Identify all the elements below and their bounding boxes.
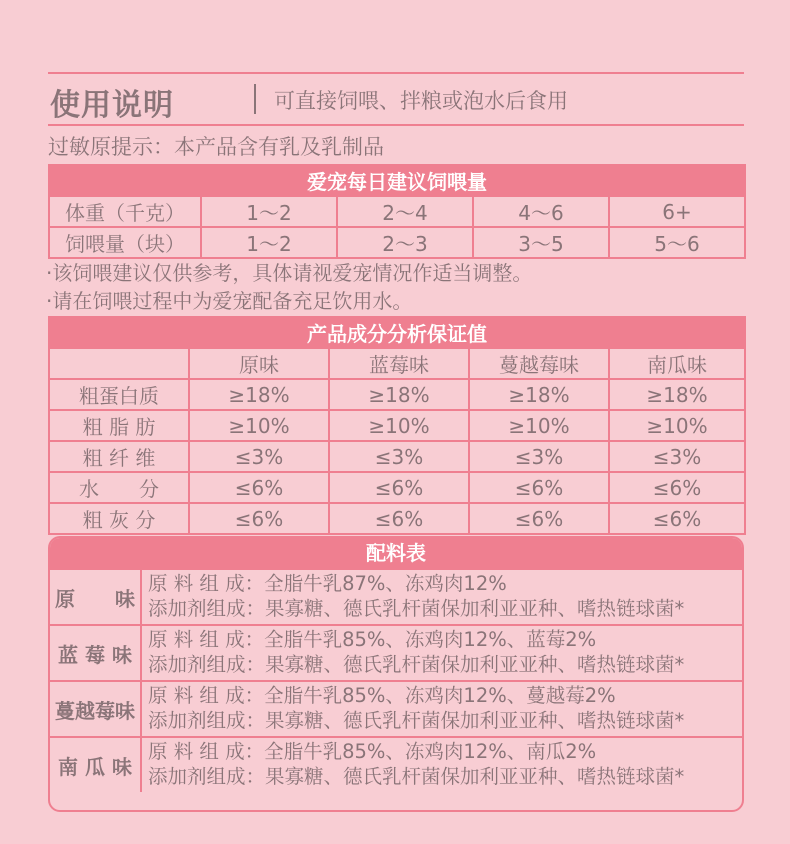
flavor-name: 蓝 莓 味 xyxy=(50,626,142,680)
flavor-name: 蔓越莓味 xyxy=(50,682,142,736)
table-cell: ≥18% xyxy=(469,379,609,410)
table-cell: ≤6% xyxy=(189,503,329,534)
table-row xyxy=(49,196,745,227)
feeding-note-2: ·请在饲喂过程中为爱宠配备充足饮用水。 xyxy=(46,289,413,313)
allergen-notice: 过敏原提示：本产品含有乳及乳制品 xyxy=(48,135,384,159)
table-cell: 4～6 xyxy=(473,196,609,227)
ingredient-row-cranberry xyxy=(50,680,742,736)
table-cell: ≥10% xyxy=(469,410,609,441)
usage-divider xyxy=(48,124,744,126)
table-cell: ≤6% xyxy=(329,472,469,503)
analysis-table-title: 产品成分分析保证值 xyxy=(49,317,745,348)
table-cell: ≤6% xyxy=(609,472,745,503)
column-header: 南瓜味 xyxy=(609,348,745,379)
table-header-row xyxy=(49,348,745,379)
table-cell: 5～6 xyxy=(609,227,745,258)
feeding-table-title: 爱宠每日建议饲喂量 xyxy=(49,165,745,196)
table-cell: 1～2 xyxy=(201,227,337,258)
ingredients-title: 配料表 xyxy=(50,538,742,568)
usage-subtitle: 可直接饲喂、拌粮或泡水后食用 xyxy=(274,89,568,113)
title-separator xyxy=(254,84,256,114)
amount-label: 饲喂量（块） xyxy=(49,227,201,258)
row-label: 粗 脂 肪 xyxy=(49,410,189,441)
top-divider xyxy=(48,72,744,74)
raw-materials: 原 料 组 成：全脂牛乳85%、冻鸡肉12%、蔓越莓2% xyxy=(148,684,616,707)
table-cell: ≤3% xyxy=(469,441,609,472)
table-cell: ≥10% xyxy=(189,410,329,441)
table-cell: 2～3 xyxy=(337,227,473,258)
table-row xyxy=(49,227,745,258)
table-row xyxy=(49,472,745,503)
additives: 添加剂组成：果寡糖、德氏乳杆菌保加利亚亚种、嗜热链球菌* xyxy=(148,765,685,788)
row-label: 水 分 xyxy=(49,472,189,503)
table-cell: ≤6% xyxy=(609,503,745,534)
table-row xyxy=(49,503,745,534)
table-cell: 3～5 xyxy=(473,227,609,258)
raw-materials: 原 料 组 成：全脂牛乳85%、冻鸡肉12%、蓝莓2% xyxy=(148,628,597,651)
table-cell: 6+ xyxy=(609,196,745,227)
feeding-note-1: ·该饲喂建议仅供参考，具体请视爱宠情况作适当调整。 xyxy=(46,261,533,285)
analysis-table xyxy=(48,316,746,535)
table-cell: ≥18% xyxy=(329,379,469,410)
table-cell: ≤6% xyxy=(469,472,609,503)
table-row xyxy=(49,410,745,441)
table-cell: 2～4 xyxy=(337,196,473,227)
flavor-name: 原 味 xyxy=(50,570,142,624)
row-label: 粗 灰 分 xyxy=(49,503,189,534)
table-cell: ≤6% xyxy=(469,503,609,534)
additives: 添加剂组成：果寡糖、德氏乳杆菌保加利亚亚种、嗜热链球菌* xyxy=(148,653,685,676)
table-cell: ≤3% xyxy=(189,441,329,472)
table-cell: ≤3% xyxy=(329,441,469,472)
table-cell: ≤3% xyxy=(609,441,745,472)
raw-materials: 原 料 组 成：全脂牛乳85%、冻鸡肉12%、南瓜2% xyxy=(148,740,597,763)
column-header: 原味 xyxy=(189,348,329,379)
raw-materials: 原 料 组 成：全脂牛乳87%、冻鸡肉12% xyxy=(148,572,507,595)
column-header: 蔓越莓味 xyxy=(469,348,609,379)
table-cell: ≥18% xyxy=(609,379,745,410)
table-cell: ≥18% xyxy=(189,379,329,410)
table-cell: ≤6% xyxy=(329,503,469,534)
weight-label: 体重（千克） xyxy=(49,196,201,227)
row-label: 粗 纤 维 xyxy=(49,441,189,472)
flavor-name: 南 瓜 味 xyxy=(50,738,142,792)
feeding-table xyxy=(48,164,746,259)
ingredient-row-blueberry xyxy=(50,624,742,680)
additives: 添加剂组成：果寡糖、德氏乳杆菌保加利亚亚种、嗜热链球菌* xyxy=(148,597,685,620)
table-row xyxy=(49,441,745,472)
usage-header xyxy=(48,78,744,122)
ingredient-row-original xyxy=(50,568,742,624)
table-cell: 1～2 xyxy=(201,196,337,227)
table-cell: ≥10% xyxy=(609,410,745,441)
table-cell: ≤6% xyxy=(189,472,329,503)
table-row xyxy=(49,379,745,410)
ingredient-row-pumpkin xyxy=(50,736,742,792)
additives: 添加剂组成：果寡糖、德氏乳杆菌保加利亚亚种、嗜热链球菌* xyxy=(148,709,685,732)
ingredients-table xyxy=(48,536,744,812)
page-title: 使用说明 xyxy=(50,88,174,123)
table-cell: ≥10% xyxy=(329,410,469,441)
column-header: 蓝莓味 xyxy=(329,348,469,379)
row-label: 粗蛋白质 xyxy=(49,379,189,410)
empty-header-cell xyxy=(49,348,189,379)
